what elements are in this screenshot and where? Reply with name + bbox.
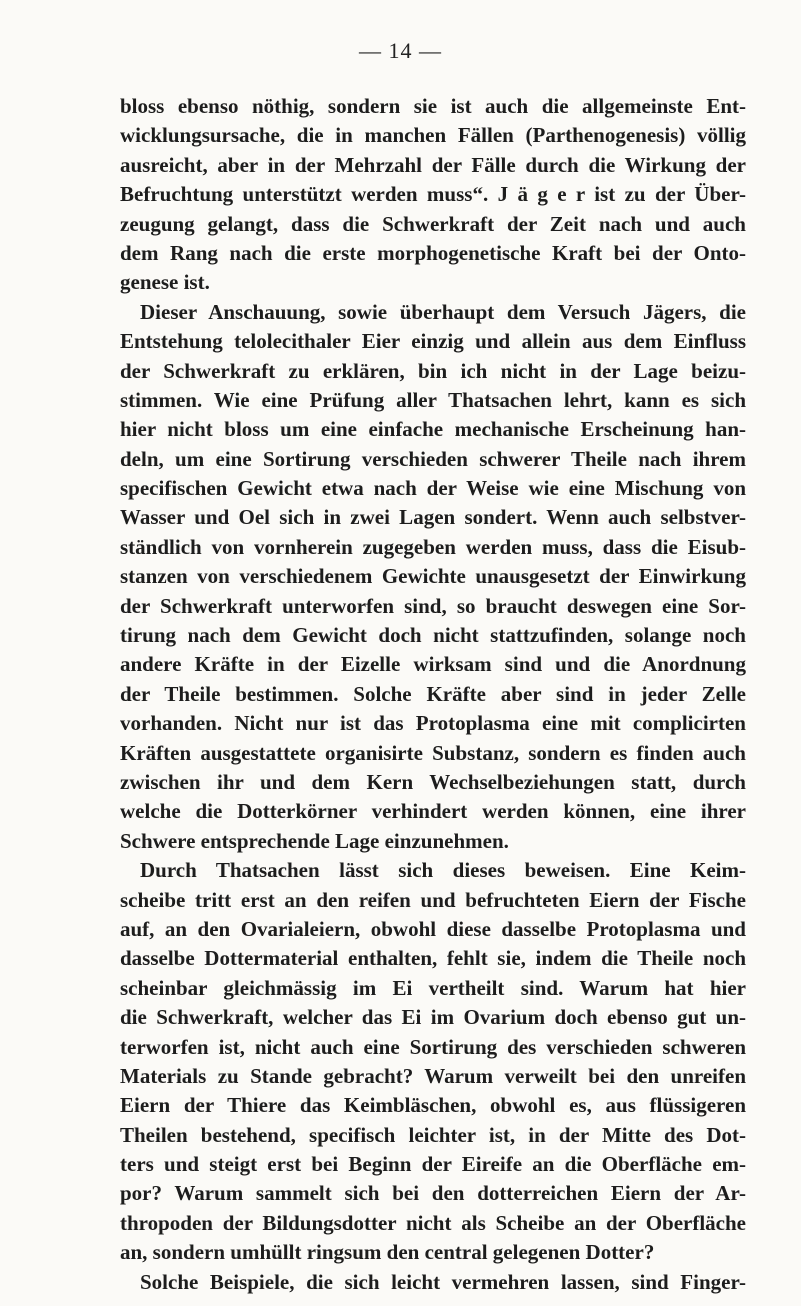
- text-line: zeugung gelangt, dass die Schwerkraft der Zeit nach und auch: [120, 211, 746, 236]
- text-line: bloss ebenso nöthig, sondern sie ist auch die allgemeinste Ent-: [120, 94, 746, 118]
- text-line: Theilen bestehend, specifisch leichter ist, in der Mitte des Dot-: [120, 1122, 746, 1147]
- text-line: Schwere entsprechende Lage einzunehmen.: [120, 828, 509, 853]
- text-line: por? Warum sammelt sich bei den dotterreichen Eiern der Ar-: [120, 1181, 746, 1206]
- text-line: terworfen ist, nicht auch eine Sortirung des verschieden schweren: [120, 1034, 746, 1059]
- text-line: auf, an den Ovarialeiern, obwohl diese dasselbe Protoplasma und: [120, 916, 746, 941]
- text-line: dem Rang nach die erste morphogenetische Kraft bei der Onto-: [120, 240, 746, 265]
- text-line: hier nicht bloss um eine einfache mechanische Erscheinung han-: [120, 417, 746, 442]
- text-line: Befruchtung unterstützt werden muss“. J ä g e r ist zu der Über-: [120, 182, 746, 207]
- text-line: deln, um eine Sortirung verschieden schwerer Theile nach ihrem: [120, 446, 746, 471]
- page-number: — 14 —: [359, 38, 442, 63]
- text-line: scheibe tritt erst an den reifen und befruchteten Eiern der Fische: [120, 887, 746, 912]
- text-line: wicklungsursache, die in manchen Fällen (Parthenogenesis) völlig: [120, 123, 746, 148]
- text-line: Durch Thatsachen lässt sich dieses beweisen. Eine Keim-: [140, 858, 746, 883]
- text-line: genese ist.: [120, 270, 210, 295]
- text-line: die Schwerkraft, welcher das Ei im Ovarium doch ebenso gut un-: [120, 1005, 746, 1030]
- text-line: ständlich von vornherein zugegeben werden muss, dass die Eisub-: [120, 534, 746, 559]
- text-line: an, sondern umhüllt ringsum den central gelegenen Dotter?: [120, 1240, 655, 1265]
- text-line: der Schwerkraft unterworfen sind, so braucht deswegen eine Sor-: [120, 593, 746, 618]
- text-line: Wasser und Oel sich in zwei Lagen sondert. Wenn auch selbstver-: [120, 505, 746, 530]
- text-line: welche die Dotterkörner verhindert werden können, eine ihrer: [120, 799, 746, 824]
- text-line: stanzen von verschiedenem Gewichte unausgesetzt der Einwirkung: [120, 564, 746, 589]
- text-line: scheinbar gleichmässig im Ei vertheilt sind. Warum hat hier: [120, 975, 746, 1000]
- text-line: der Schwerkraft zu erklären, bin ich nicht in der Lage beizu-: [120, 358, 746, 383]
- text-line: zwischen ihr und dem Kern Wechselbeziehungen statt, durch: [120, 769, 746, 794]
- text-line: specifischen Gewicht etwa nach der Weise wie eine Mischung von: [120, 476, 746, 501]
- text-line: tirung nach dem Gewicht doch nicht stattzufinden, solange noch: [120, 623, 746, 648]
- text-line: Kräften ausgestattete organisirte Substanz, sondern es finden auch: [120, 740, 746, 765]
- text-line: der Theile bestimmen. Solche Kräfte aber sind in jeder Zelle: [120, 681, 746, 706]
- text-line: ausreicht, aber in der Mehrzahl der Fälle durch die Wirkung der: [120, 152, 746, 177]
- text-line: Solche Beispiele, die sich leicht vermehren lassen, sind Finger-: [140, 1269, 746, 1294]
- text-line: Dieser Anschauung, sowie überhaupt dem Versuch Jägers, die: [140, 299, 746, 324]
- text-line: stimmen. Wie eine Prüfung aller Thatsachen lehrt, kann es sich: [120, 387, 746, 412]
- text-line: Eiern der Thiere das Keimbläschen, obwohl es, aus flüssigeren: [120, 1093, 746, 1118]
- text-line: dasselbe Dottermaterial enthalten, fehlt sie, indem die Theile noch: [120, 946, 746, 971]
- body-text: [120, 92, 746, 1297]
- text-line: andere Kräfte in der Eizelle wirksam sind und die Anordnung: [120, 652, 746, 677]
- text-line: thropoden der Bildungsdotter nicht als Scheibe an der Oberfläche: [120, 1210, 746, 1235]
- text-line: Materials zu Stande gebracht? Warum verweilt bei den unreifen: [120, 1063, 746, 1088]
- text-line: ters und steigt erst bei Beginn der Eireife an die Oberfläche em-: [120, 1152, 746, 1177]
- text-line: Entstehung telolecithaler Eier einzig und allein aus dem Einfluss: [120, 329, 746, 354]
- text-line: vorhanden. Nicht nur ist das Protoplasma eine mit complicirten: [120, 711, 746, 736]
